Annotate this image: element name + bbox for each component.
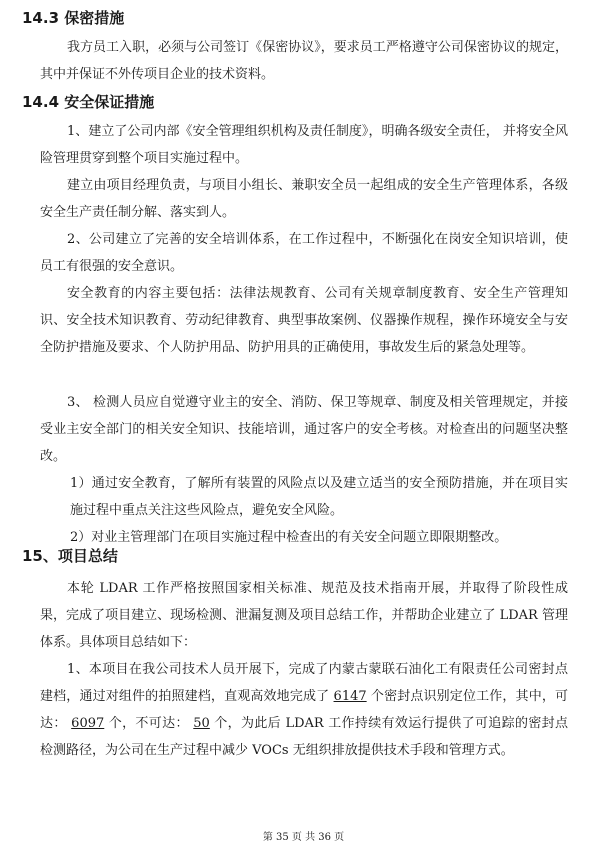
heading-14-3: 14.3 保密措施 (22, 9, 125, 27)
paragraph-summary-intro: 本轮 LDAR 工作严格按照国家相关标准、规范及技术指南开展，并取得了阶段性成果，完成了项目建立、现场检测、泄漏复测及项目总结工作，并帮助企业建立了 LDAR 管理体系。具体项目总结如下： (40, 581, 568, 650)
summary-text-c: 个，不可达： (104, 716, 194, 731)
paragraph-confidentiality: 我方员工入职，必须与公司签订《保密协议》，要求员工严格遵守公司保密协议的规定，其中并保证不外传项目企业的技术资料。 (40, 40, 568, 82)
summary-text-b: 个密封点识别定位工作，其中，可达： (40, 689, 568, 731)
paragraph-safety-2: 2、公司建立了完善的安全培训体系，在工作过程中，不断强化在岗安全知识培训，使员工有很强的安全意识。 (40, 232, 568, 274)
summary-text-d: 个，为此后 LDAR 工作持续有效运行提供了可追踪的密封点检测路径，为公司在生产过程中减少 VOCs 无组织排放提供技术手段和管理方式。 (40, 716, 569, 758)
page-footer: 第 35 页 共 36 页 (262, 832, 345, 843)
paragraph-safety-3-1: 1）通过安全教育，了解所有装置的风险点以及建立适当的安全预防措施，并在项目实施过程中重点关注这些风险点，避免安全风险。 (70, 476, 568, 518)
paragraph-safety-3: 3、 检测人员应自觉遵守业主的安全、消防、保卫等规章、制度及相关管理规定，并接受业主安全部门的相关安全知识、技能培训，通过客户的安全考核。对检查出的问题坚决整改。 (40, 395, 568, 464)
total-points-count: 6147 (333, 689, 367, 704)
heading-14-4: 14.4 安全保证措施 (22, 93, 155, 111)
paragraph-summary-1 (40, 656, 568, 764)
paragraph-safety-system: 建立由项目经理负责，与项目小组长、兼职安全员一起组成的安全生产管理体系，各级安全生产责任制分解、落实到人。 (40, 178, 568, 220)
paragraph-safety-education: 安全教育的内容主要包括：法律法规教育、公司有关规章制度教育、安全生产管理知识、安全技术知识教育、劳动纪律教育、典型事故案例、仪器操作规程，操作环境安全与安全防护措施及要求、个人防护用品、防护用具的正确使用，事故发生后的紧急处理等。 (40, 286, 568, 355)
unreachable-count: 50 (193, 716, 210, 731)
paragraph-safety-3-2: 2）对业主管理部门在项目实施过程中检查出的有关安全问题立即限期整改。 (70, 530, 508, 545)
paragraph-safety-1: 1、建立了公司内部《安全管理组织机构及责任制度》，明确各级安全责任， 并将安全风险管理贯穿到整个项目实施过程中。 (40, 124, 568, 166)
heading-15: 15、项目总结 (22, 547, 118, 565)
summary-text-a: 1、本项目在我公司技术人员开展下，完成了内蒙古蒙联石油化工有限责任公司密封点建档，通过对组件的拍照建档，直观高效地完成了 (40, 662, 568, 704)
reachable-count: 6097 (71, 716, 105, 731)
